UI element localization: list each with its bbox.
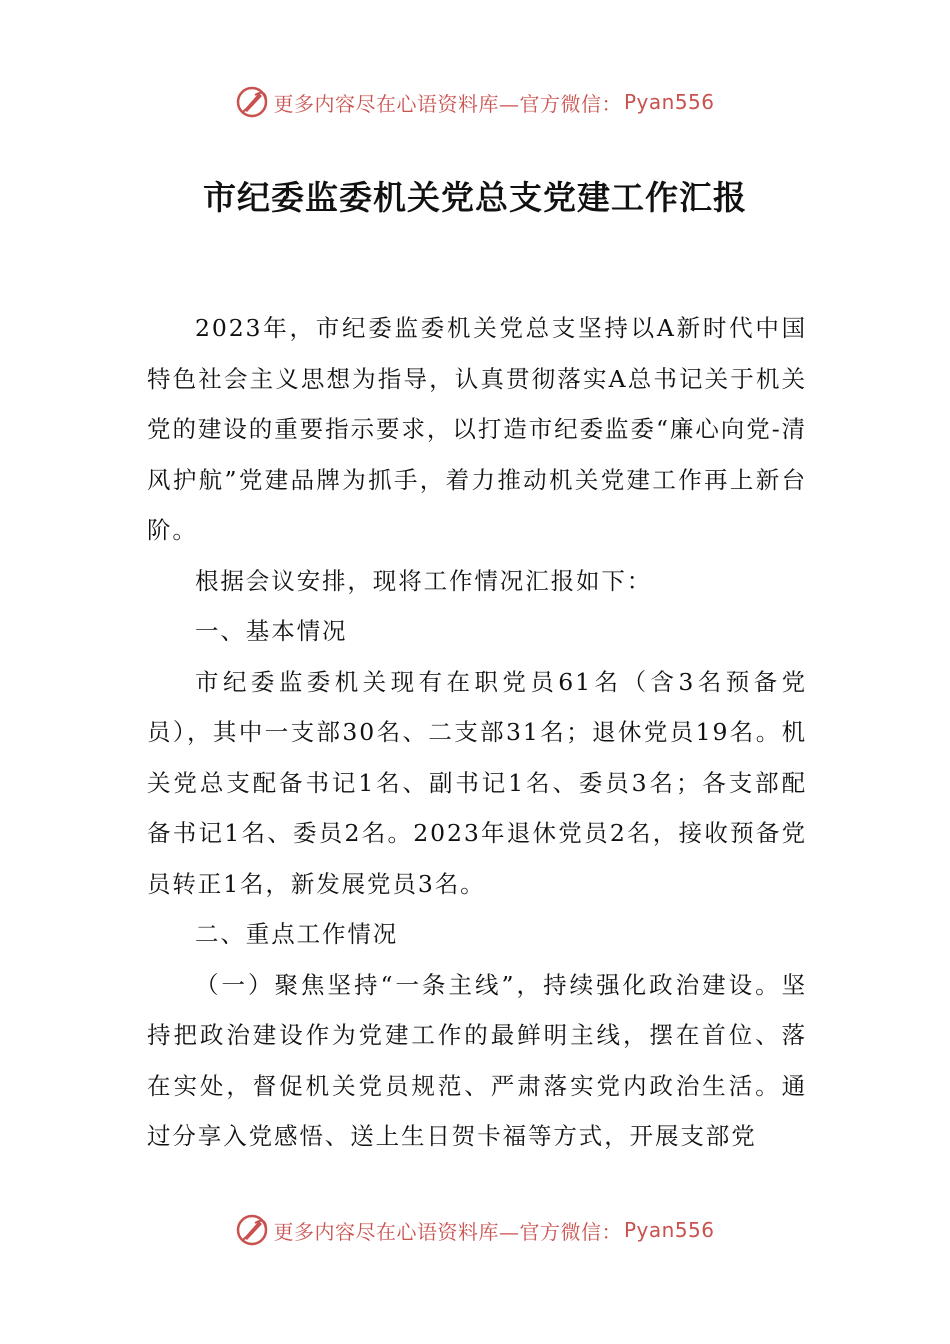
- document-body: [147, 303, 807, 1162]
- paragraph-report-lead: 根据会议安排，现将工作情况汇报如下：: [195, 566, 653, 595]
- footer-watermark-banner: [0, 1210, 950, 1250]
- footer-banner-text: 更多内容尽在心语资料库—官方微信：: [273, 1219, 622, 1244]
- header-wechat-id: Pyan556: [623, 90, 715, 114]
- quill-seal-icon: [235, 85, 269, 119]
- footer-wechat-id: Pyan556: [623, 1218, 715, 1242]
- section-heading-key-work: 二、重点工作情况: [195, 920, 399, 948]
- header-watermark-banner: [0, 82, 950, 122]
- paragraph-basic-info: 市纪委监委机关现有在职党员61名（含3名预备党员），其中一支部30名、二支部31名；退休党员19名。机关党总支配备书记1名、副书记1名、委员3名；各支部配备书记1名、委员2名。2023年退休党员2名，接收预备党员转正1名，新发展党员3名。: [147, 667, 807, 898]
- header-banner-text: 更多内容尽在心语资料库—官方微信：: [273, 91, 622, 116]
- quill-seal-icon: [235, 1213, 269, 1247]
- paragraph-political-building: （一）聚焦坚持“一条主线”，持续强化政治建设。坚持把政治建设作为党建工作的最鲜明主线，摆在首位、落在实处，督促机关党员规范、严肃落实党内政治生活。通过分享入党感悟、送上生日贺卡福等方式，开展支部党: [147, 970, 807, 1150]
- section-heading-basic: 一、基本情况: [195, 617, 348, 645]
- paragraph-intro: 2023年，市纪委监委机关党总支坚持以A新时代中国特色社会主义思想为指导，认真贯彻落实A总书记关于机关党的建设的重要指示要求，以打造市纪委监委“廉心向党-清风护航”党建品牌为抓手，着力推动机关党建工作再上新台阶。: [147, 314, 807, 544]
- document-title: 市纪委监委机关党总支党建工作汇报: [203, 178, 747, 217]
